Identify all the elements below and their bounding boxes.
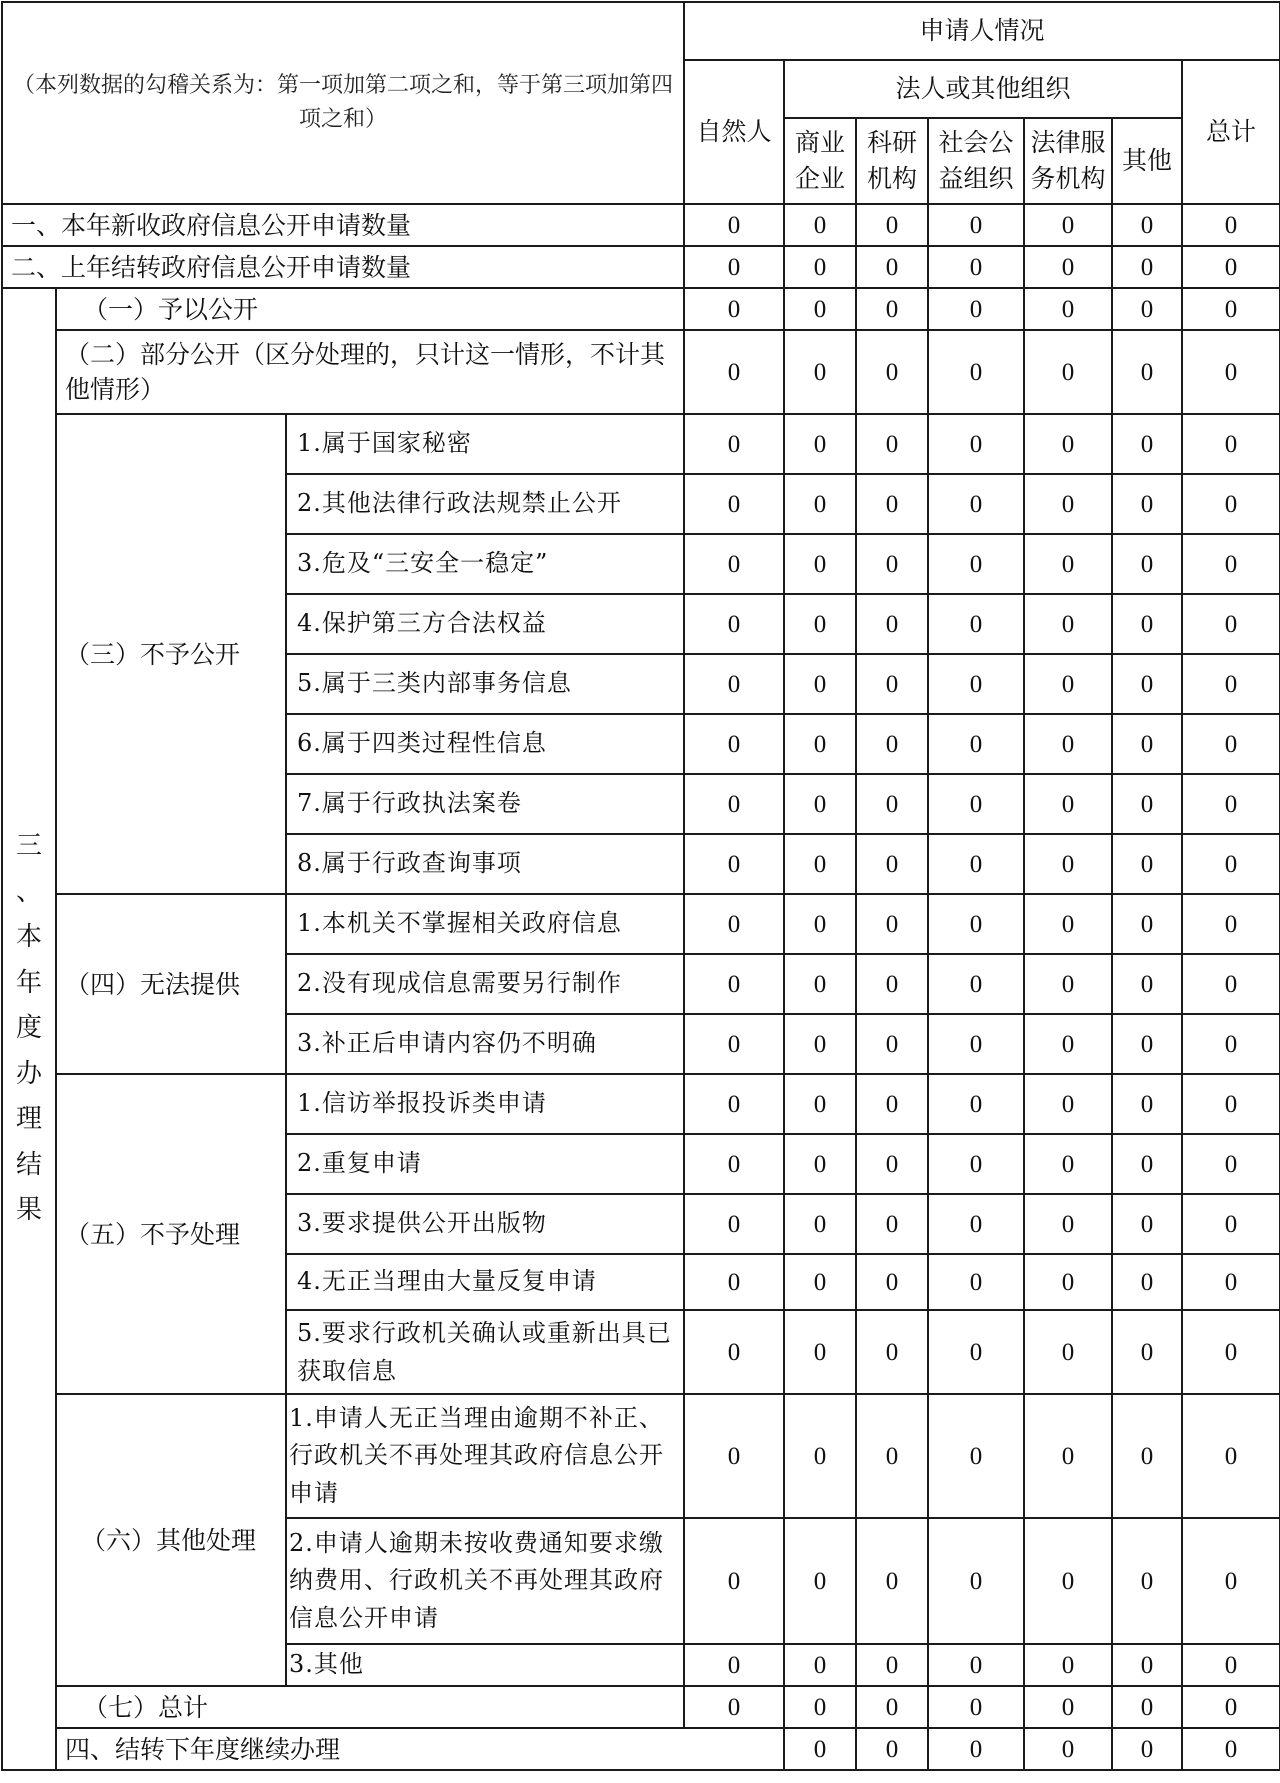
cell-value: 0 <box>1024 534 1112 594</box>
cell-value: 0 <box>928 594 1024 654</box>
table-note: （本列数据的勾稽关系为：第一项加第二项之和，等于第三项加第四项之和） <box>2 2 684 204</box>
cell-value: 0 <box>1112 246 1182 288</box>
cell-value: 0 <box>784 288 856 330</box>
cell-value: 0 <box>1112 1310 1182 1394</box>
cell-value: 0 <box>856 204 928 246</box>
cell-value: 0 <box>1182 954 1280 1014</box>
cell-value: 0 <box>928 774 1024 834</box>
cell-value: 0 <box>784 954 856 1014</box>
sub-row-label: 1.信访举报投诉类申请 <box>286 1074 684 1134</box>
cell-value: 0 <box>684 1394 784 1518</box>
section3-label: 三 、 本 年 度 办 理 结 果 <box>2 288 56 1770</box>
cell-value: 0 <box>784 1686 856 1728</box>
cell-value: 0 <box>784 594 856 654</box>
cell-value: 0 <box>1024 654 1112 714</box>
cell-value: 0 <box>856 1644 928 1686</box>
cell-value: 0 <box>928 330 1024 414</box>
cell-value: 0 <box>1182 654 1280 714</box>
cell-value: 0 <box>1182 288 1280 330</box>
cell-value: 0 <box>856 246 928 288</box>
row-label: 一、本年新收政府信息公开申请数量 <box>2 204 684 246</box>
cell-value: 0 <box>1024 1134 1112 1194</box>
group-label: （三）不予公开 <box>56 414 286 894</box>
sub-row-label: 1.属于国家秘密 <box>286 414 684 474</box>
cell-value: 0 <box>856 1310 928 1394</box>
cell-value: 0 <box>928 954 1024 1014</box>
cell-value: 0 <box>684 474 784 534</box>
cell-value: 0 <box>1182 330 1280 414</box>
group-label: （四）无法提供 <box>56 894 286 1074</box>
cell-value: 0 <box>1112 834 1182 894</box>
cell-value: 0 <box>684 954 784 1014</box>
sub-row-label: 5.属于三类内部事务信息 <box>286 654 684 714</box>
cell-value: 0 <box>856 1194 928 1254</box>
cell-value: 0 <box>1112 714 1182 774</box>
cell-value: 0 <box>1112 1074 1182 1134</box>
research-header: 科研机构 <box>856 118 928 204</box>
cell-value: 0 <box>928 834 1024 894</box>
cell-value: 0 <box>928 1254 1024 1310</box>
cell-value: 0 <box>784 1728 856 1770</box>
cell-value: 0 <box>856 1394 928 1518</box>
cell-value: 0 <box>784 414 856 474</box>
cell-value: 0 <box>784 774 856 834</box>
cell-value: 0 <box>1024 1686 1112 1728</box>
cell-value: 0 <box>928 1518 1024 1644</box>
cell-value: 0 <box>1182 414 1280 474</box>
cell-value: 0 <box>928 474 1024 534</box>
cell-value: 0 <box>1182 204 1280 246</box>
cell-value: 0 <box>1182 1014 1280 1074</box>
cell-value: 0 <box>1182 1644 1280 1686</box>
social-welfare-header: 社会公益组织 <box>928 118 1024 204</box>
cell-value: 0 <box>1182 1254 1280 1310</box>
sub-row-label: 1.本机关不掌握相关政府信息 <box>286 894 684 954</box>
cell-value: 0 <box>1024 594 1112 654</box>
cell-value: 0 <box>1112 594 1182 654</box>
cell-value: 0 <box>1182 594 1280 654</box>
cell-value: 0 <box>684 246 784 288</box>
cell-value: 0 <box>856 1074 928 1134</box>
cell-value: 0 <box>1024 414 1112 474</box>
cell-value: 0 <box>1112 474 1182 534</box>
cell-value: 0 <box>684 774 784 834</box>
cell-value: 0 <box>1024 1518 1112 1644</box>
cell-value: 0 <box>928 1728 1024 1770</box>
cell-value: 0 <box>1182 834 1280 894</box>
cell-value: 0 <box>856 1134 928 1194</box>
cell-value: 0 <box>1112 1394 1182 1518</box>
cell-value: 0 <box>856 954 928 1014</box>
cell-value: 0 <box>1024 1728 1112 1770</box>
cell-value: 0 <box>1182 1134 1280 1194</box>
other-header: 其他 <box>1112 118 1182 204</box>
cell-value: 0 <box>856 474 928 534</box>
cell-value: 0 <box>928 1310 1024 1394</box>
sub-row-label: 3.其他 <box>286 1644 684 1686</box>
cell-value: 0 <box>1024 288 1112 330</box>
cell-value: 0 <box>1112 774 1182 834</box>
cell-value: 0 <box>928 1014 1024 1074</box>
cell-value: 0 <box>856 1728 928 1770</box>
cell-value: 0 <box>784 714 856 774</box>
cell-value: 0 <box>928 204 1024 246</box>
sub-row-label: 4.保护第三方合法权益 <box>286 594 684 654</box>
cell-value: 0 <box>928 534 1024 594</box>
cell-value: 0 <box>784 1310 856 1394</box>
cell-value: 0 <box>784 1014 856 1074</box>
cell-value: 0 <box>1182 714 1280 774</box>
cell-value: 0 <box>928 1194 1024 1254</box>
cell-value: 0 <box>684 654 784 714</box>
sub-row-label: 2.重复申请 <box>286 1134 684 1194</box>
sub-row-label: 7.属于行政执法案卷 <box>286 774 684 834</box>
cell-value: 0 <box>1182 1728 1280 1770</box>
legal-person-group-header: 法人或其他组织 <box>784 60 1182 118</box>
cell-value: 0 <box>684 1518 784 1644</box>
cell-value: 0 <box>1112 954 1182 1014</box>
cell-value: 0 <box>784 330 856 414</box>
total-header: 总计 <box>1182 60 1280 204</box>
cell-value: 0 <box>1112 1728 1182 1770</box>
cell-value: 0 <box>856 594 928 654</box>
cell-value: 0 <box>684 1254 784 1310</box>
cell-value: 0 <box>1182 246 1280 288</box>
cell-value: 0 <box>928 1686 1024 1728</box>
cell-value: 0 <box>1024 1254 1112 1310</box>
cell-value: 0 <box>928 1394 1024 1518</box>
cell-value: 0 <box>784 474 856 534</box>
row-label: （一）予以公开 <box>56 288 684 330</box>
cell-value: 0 <box>1024 1074 1112 1134</box>
cell-value: 0 <box>1112 330 1182 414</box>
cell-value: 0 <box>1182 474 1280 534</box>
cell-value: 0 <box>1024 894 1112 954</box>
cell-value: 0 <box>1182 1518 1280 1644</box>
cell-value: 0 <box>928 1074 1024 1134</box>
cell-value: 0 <box>928 414 1024 474</box>
cell-value: 0 <box>684 714 784 774</box>
cell-value: 0 <box>784 834 856 894</box>
cell-value: 0 <box>928 1134 1024 1194</box>
cell-value: 0 <box>856 1686 928 1728</box>
sub-row-label: 4.无正当理由大量反复申请 <box>286 1254 684 1310</box>
cell-value: 0 <box>1112 1014 1182 1074</box>
cell-value: 0 <box>684 894 784 954</box>
cell-value: 0 <box>1024 1394 1112 1518</box>
cell-value: 0 <box>856 1518 928 1644</box>
cell-value: 0 <box>1182 1686 1280 1728</box>
cell-value: 0 <box>784 534 856 594</box>
cell-value: 0 <box>684 1014 784 1074</box>
sub-row-label: 3.要求提供公开出版物 <box>286 1194 684 1254</box>
natural-person-header: 自然人 <box>684 60 784 204</box>
row-label: （七）总计 <box>56 1686 684 1728</box>
cell-value: 0 <box>684 1310 784 1394</box>
sub-row-label: 2.没有现成信息需要另行制作 <box>286 954 684 1014</box>
cell-value: 0 <box>784 1394 856 1518</box>
cell-value: 0 <box>1112 1254 1182 1310</box>
cell-value: 0 <box>928 714 1024 774</box>
cell-value: 0 <box>1024 1194 1112 1254</box>
cell-value: 0 <box>1024 774 1112 834</box>
cell-value: 0 <box>928 246 1024 288</box>
cell-value: 0 <box>1024 1310 1112 1394</box>
cell-value: 0 <box>856 894 928 954</box>
sub-row-label: 2.其他法律行政法规禁止公开 <box>286 474 684 534</box>
cell-value: 0 <box>856 534 928 594</box>
cell-value: 0 <box>1024 246 1112 288</box>
cell-value: 0 <box>1112 204 1182 246</box>
cell-value: 0 <box>684 1644 784 1686</box>
legal-service-header: 法律服务机构 <box>1024 118 1112 204</box>
row-label: （二）部分公开（区分处理的，只计这一情形，不计其他情形） <box>56 330 684 414</box>
cell-value: 0 <box>1182 1194 1280 1254</box>
cell-value: 0 <box>856 834 928 894</box>
cell-value: 0 <box>856 330 928 414</box>
cell-value: 0 <box>928 654 1024 714</box>
cell-value: 0 <box>1024 1014 1112 1074</box>
sub-row-label: 8.属于行政查询事项 <box>286 834 684 894</box>
applicant-header: 申请人情况 <box>684 2 1280 60</box>
cell-value: 0 <box>1182 1394 1280 1518</box>
group-label: （六）其他处理 <box>56 1394 286 1686</box>
cell-value: 0 <box>784 1194 856 1254</box>
row-label: 四、结转下年度继续办理 <box>56 1728 784 1770</box>
cell-value: 0 <box>1182 1310 1280 1394</box>
row-label: 二、上年结转政府信息公开申请数量 <box>2 246 684 288</box>
cell-value: 0 <box>684 1194 784 1254</box>
cell-value: 0 <box>1112 894 1182 954</box>
sub-row-label: 6.属于四类过程性信息 <box>286 714 684 774</box>
cell-value: 0 <box>1112 1194 1182 1254</box>
cell-value: 0 <box>784 1134 856 1194</box>
cell-value: 0 <box>1182 1074 1280 1134</box>
cell-value: 0 <box>1112 288 1182 330</box>
cell-value: 0 <box>1182 534 1280 594</box>
cell-value: 0 <box>856 288 928 330</box>
cell-value: 0 <box>784 1518 856 1644</box>
cell-value: 0 <box>684 288 784 330</box>
cell-value: 0 <box>684 330 784 414</box>
cell-value: 0 <box>856 1254 928 1310</box>
sub-row-label: 5.要求行政机关确认或重新出具已获取信息 <box>286 1310 684 1394</box>
cell-value: 0 <box>1112 1644 1182 1686</box>
cell-value: 0 <box>684 1686 784 1728</box>
cell-value: 0 <box>1112 1518 1182 1644</box>
cell-value: 0 <box>784 246 856 288</box>
cell-value: 0 <box>684 414 784 474</box>
cell-value: 0 <box>928 1644 1024 1686</box>
cell-value: 0 <box>1182 894 1280 954</box>
cell-value: 0 <box>684 594 784 654</box>
cell-value: 0 <box>1112 534 1182 594</box>
cell-value: 0 <box>1182 774 1280 834</box>
cell-value: 0 <box>1024 474 1112 534</box>
cell-value: 0 <box>856 1014 928 1074</box>
cell-value: 0 <box>928 288 1024 330</box>
cell-value: 0 <box>856 414 928 474</box>
sub-row-label: 2.申请人逾期未按收费通知要求缴纳费用、行政机关不再处理其政府信息公开申请 <box>286 1518 684 1644</box>
cell-value: 0 <box>784 894 856 954</box>
cell-value: 0 <box>784 204 856 246</box>
sub-row-label: 1.申请人无正当理由逾期不补正、行政机关不再处理其政府信息公开申请 <box>286 1394 684 1518</box>
cell-value: 0 <box>684 1074 784 1134</box>
cell-value: 0 <box>684 834 784 894</box>
cell-value: 0 <box>784 654 856 714</box>
cell-value: 0 <box>1024 714 1112 774</box>
cell-value: 0 <box>684 204 784 246</box>
cell-value: 0 <box>1112 414 1182 474</box>
cell-value: 0 <box>856 714 928 774</box>
cell-value: 0 <box>1112 1686 1182 1728</box>
cell-value: 0 <box>784 1254 856 1310</box>
cell-value: 0 <box>1024 834 1112 894</box>
cell-value: 0 <box>1024 954 1112 1014</box>
cell-value: 0 <box>1024 330 1112 414</box>
cell-value: 0 <box>1024 1644 1112 1686</box>
cell-value: 0 <box>784 1644 856 1686</box>
cell-value: 0 <box>684 1134 784 1194</box>
cell-value: 0 <box>784 1074 856 1134</box>
cell-value: 0 <box>856 654 928 714</box>
cell-value: 0 <box>928 894 1024 954</box>
group-label: （五）不予处理 <box>56 1074 286 1394</box>
sub-row-label: 3.补正后申请内容仍不明确 <box>286 1014 684 1074</box>
cell-value: 0 <box>1112 1134 1182 1194</box>
cell-value: 0 <box>1024 204 1112 246</box>
disclosure-statistics-table <box>1 1 1280 1771</box>
cell-value: 0 <box>856 774 928 834</box>
sub-row-label: 3.危及“三安全一稳定” <box>286 534 684 594</box>
cell-value: 0 <box>684 534 784 594</box>
cell-value: 0 <box>1112 654 1182 714</box>
commercial-header: 商业企业 <box>784 118 856 204</box>
